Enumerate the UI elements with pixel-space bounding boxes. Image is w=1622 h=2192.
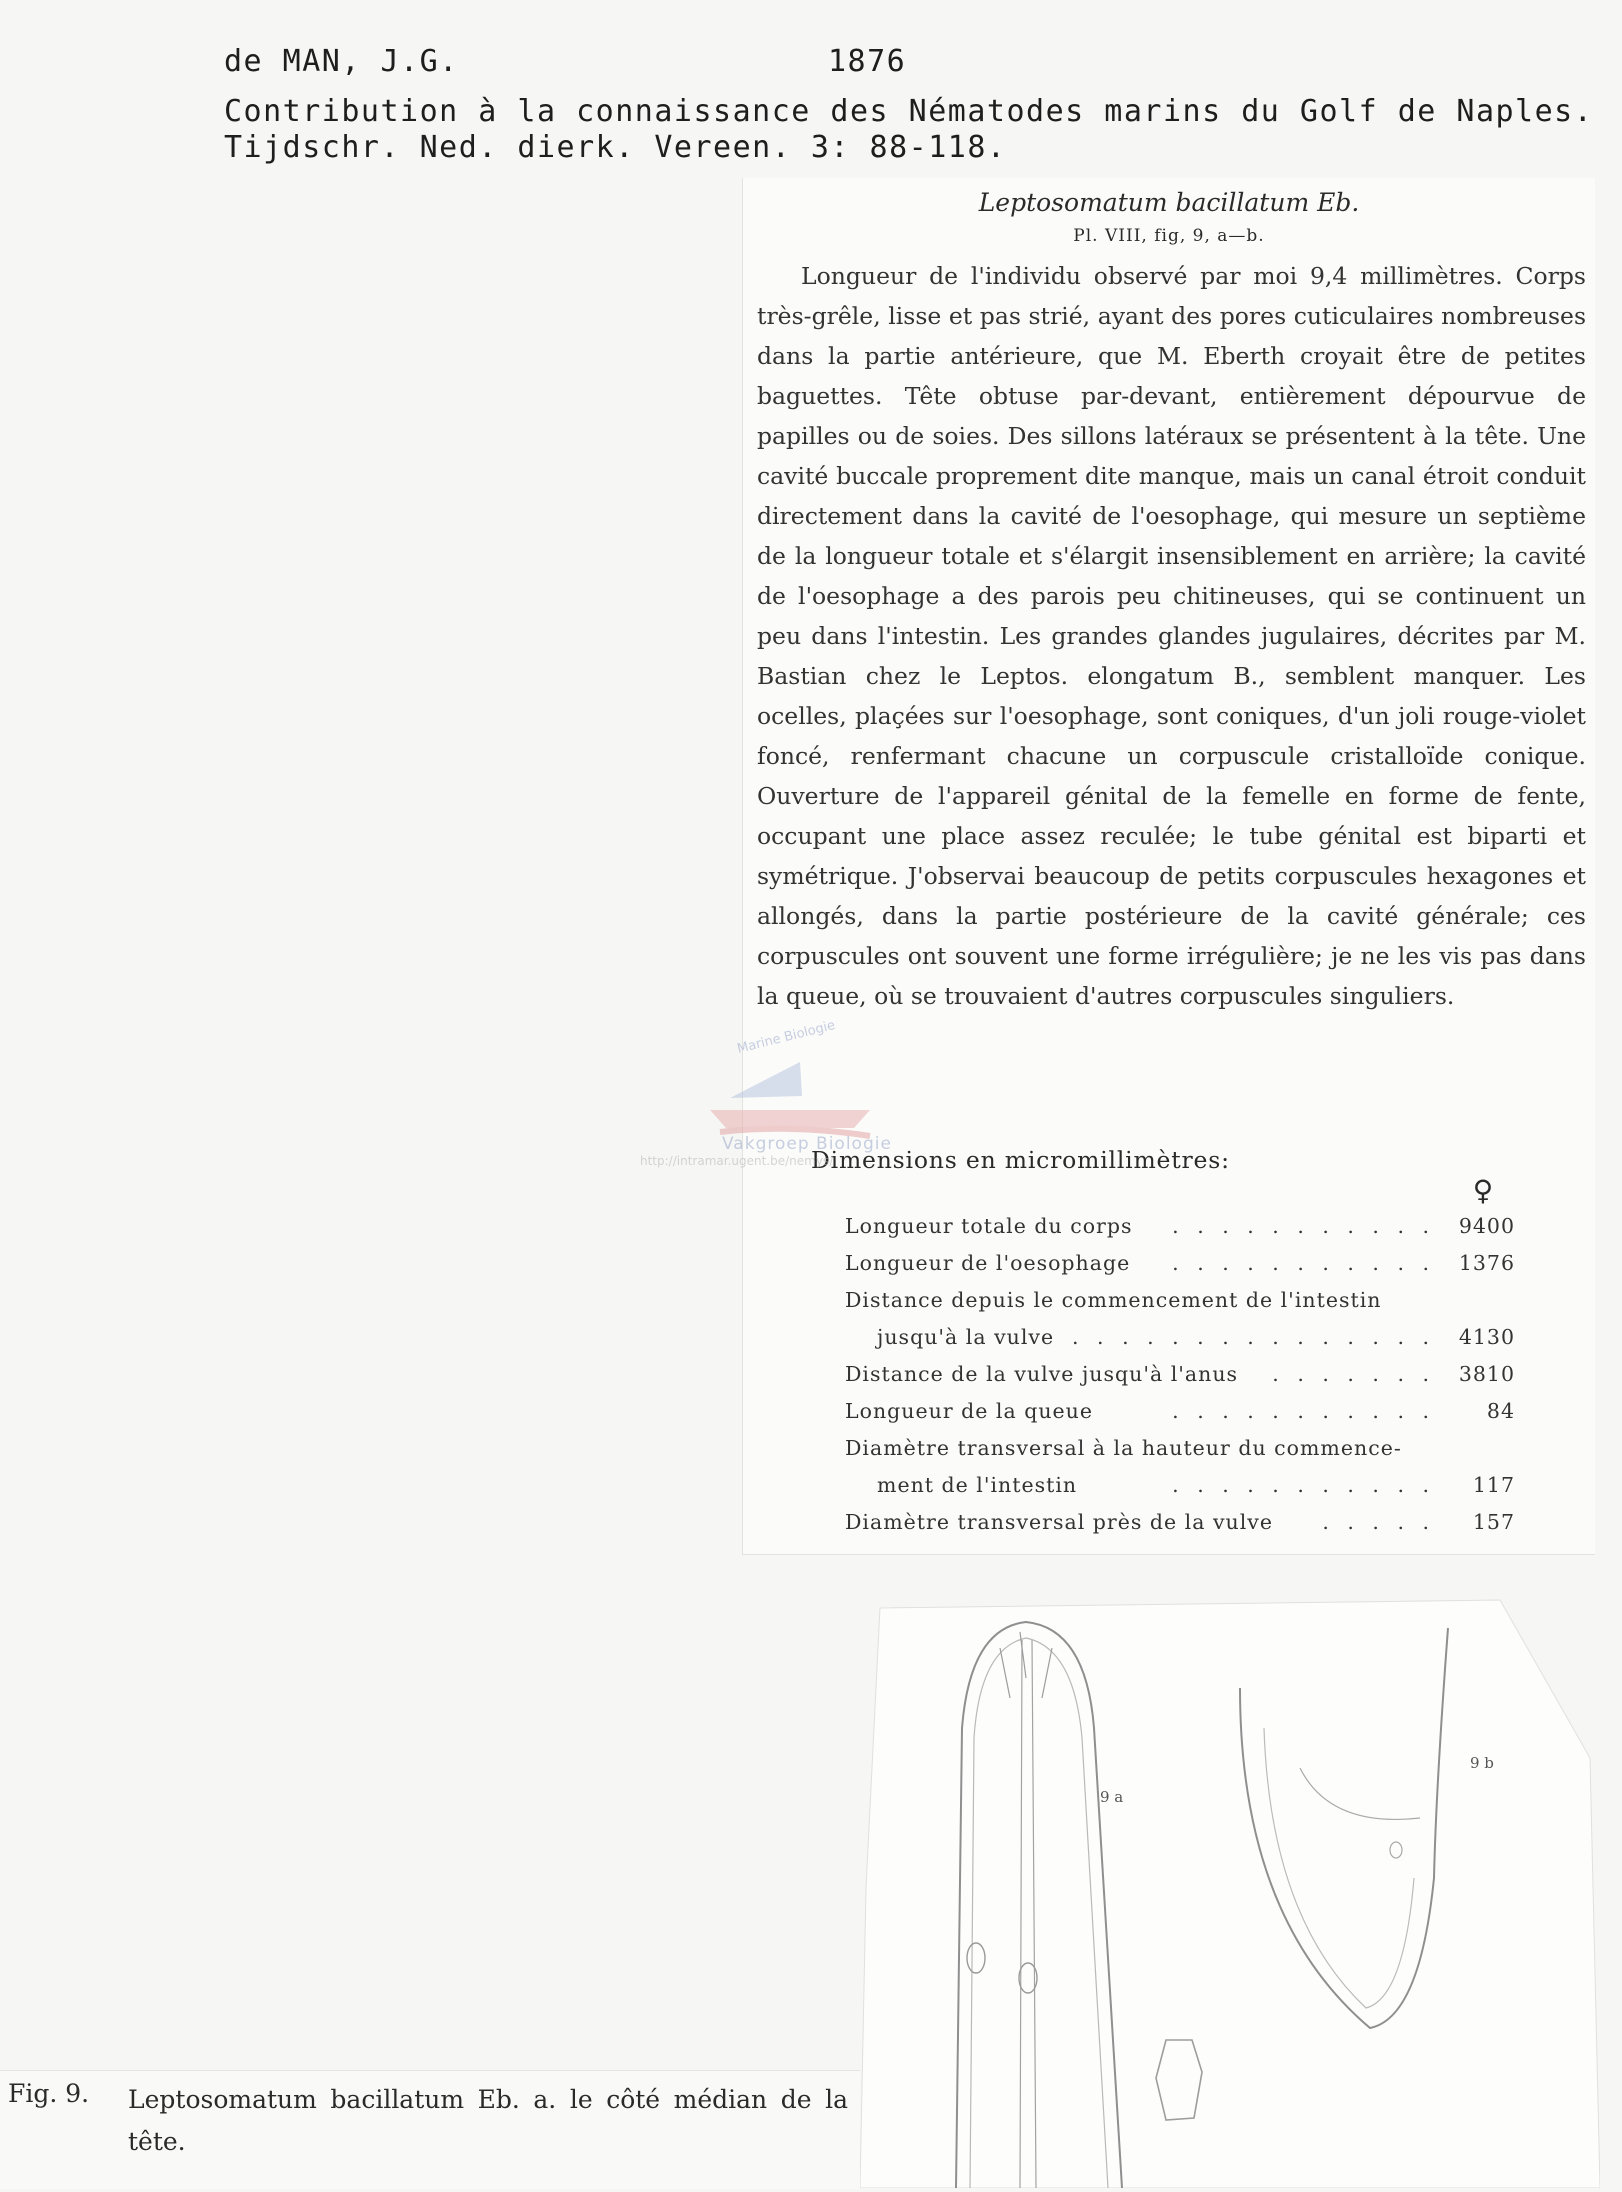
dimension-label: Diamètre transversal à la hauteur du commence- xyxy=(845,1436,1402,1460)
author-line xyxy=(224,44,459,79)
year: 1876 xyxy=(828,44,907,79)
species-description: Longueur de l'individu observé par moi 9,4 millimètres. Corps très-grêle, lisse et pas strié, ayant des pores cuticulaires nombreuses dans la partie antérieure, que M. Eberth croyait être de petites baguettes. Tête obtuse par-devant, entièrement dépourvue de papilles ou de soies. Des sillons latéraux se présentent à la tête. Une cavité buccale proprement dite manque, mais un canal étroit conduit directement dans la cavité de l'oesophage, qui mesure un septième de la longueur totale et s'élargit insensiblement en arrière; la cavité de l'oesophage a des parois peu chitineuses, qui se continuent un peu dans l'intestin. Les grandes glandes jugulaires, décrites par M. Bastian chez le Leptos. elongatum B., semblent manquer. Les ocelles, plaçées sur l'oesophage, sont coniques, d'un joli rouge-violet foncé, renfermant chacune un corpuscule cristalloïde conique. Ouverture de l'appareil génital de la femelle en forme de fente, occupant une place assez reculée; le tube génital est biparti et symétrique. J'observai beaucoup de petits corpuscules hexagones et allongés, dans la partie postérieure de la cavité générale; ces corpuscules ont souvent une forme irrégulière; je ne les vis pas dans la queue, où se trouvaient d'autres corpuscules singuliers. xyxy=(757,262,1586,1010)
dimension-row xyxy=(845,1325,1515,1361)
dimension-value: 84 xyxy=(1486,1399,1515,1423)
caption-figure-number: Fig. 9. xyxy=(8,2079,90,2108)
leader-dots: . . . . . . . . . . . . . . . xyxy=(1072,1325,1435,1349)
dimension-label: Longueur de la queue xyxy=(845,1399,1093,1423)
dimension-value: 157 xyxy=(1472,1510,1515,1534)
species-heading: Leptosomatum bacillatum Eb. xyxy=(978,188,1360,217)
leader-dots: . . . . . . . . . . . xyxy=(1172,1214,1435,1238)
watermark-url: http://intramar.ugent.be/nemys/ xyxy=(640,1154,834,1168)
dimension-label: Distance de la vulve jusqu'à l'anus xyxy=(845,1362,1239,1386)
leader-dots: . . . . . . . xyxy=(1272,1362,1435,1386)
institution-watermark xyxy=(640,1018,920,1168)
dimension-row xyxy=(845,1251,1515,1287)
nematode-drawing-icon xyxy=(860,1588,1600,2188)
reference-title: Contribution à la connaissance des Nématodes marins du Golf de Naples. xyxy=(224,94,1594,129)
dimension-value: 117 xyxy=(1472,1473,1515,1497)
article-clipping xyxy=(742,178,1595,1555)
dimension-label: Distance depuis le commencement de l'intestin xyxy=(845,1288,1382,1312)
caption-text: Leptosomatum bacillatum Eb. a. le côté médian de la tête. xyxy=(128,2085,848,2156)
dimension-row xyxy=(845,1399,1515,1435)
leader-dots: . . . . . . . . . . . xyxy=(1172,1251,1435,1275)
plate-reference: Pl. VIII, fig, 9, a—b. xyxy=(1073,226,1265,246)
dimension-row xyxy=(845,1473,1515,1509)
dimension-value: 4130 xyxy=(1458,1325,1515,1349)
dimension-value: 1376 xyxy=(1458,1251,1515,1275)
watermark-arc-text: Marine Biologie xyxy=(735,1018,837,1057)
dimension-label: ment de l'intestin xyxy=(877,1473,1078,1497)
dimension-row xyxy=(845,1362,1515,1398)
watermark-group: Vakgroep Biologie xyxy=(722,1134,892,1154)
author: de MAN, J.G. xyxy=(224,44,459,79)
dimension-value: 3810 xyxy=(1458,1362,1515,1386)
dimension-label: Longueur de l'oesophage xyxy=(845,1251,1131,1275)
dimension-value: 9400 xyxy=(1458,1214,1515,1238)
figure-label-9b: 9 b xyxy=(1470,1754,1494,1772)
dimension-row xyxy=(845,1510,1515,1546)
dimension-row xyxy=(845,1214,1515,1250)
dimension-label: jusqu'à la vulve xyxy=(877,1325,1055,1349)
dimension-label: Diamètre transversal près de la vulve xyxy=(845,1510,1273,1534)
dimensions-heading: Dimensions en micromillimètres: xyxy=(811,1146,1230,1174)
figure-label-9a: 9 a xyxy=(1100,1788,1124,1806)
figure-caption xyxy=(0,2070,860,2189)
plate-figure xyxy=(860,1588,1600,2188)
dimension-label: Longueur totale du corps xyxy=(845,1214,1133,1238)
leader-dots: . . . . . . . . . . . xyxy=(1172,1473,1435,1497)
journal-citation: Tijdschr. Ned. dierk. Vereen. 3: 88-118. xyxy=(224,130,1007,165)
leader-dots: . . . . . . . . . . . xyxy=(1172,1399,1435,1423)
female-symbol: ♀ xyxy=(1472,1174,1494,1207)
dimension-row xyxy=(845,1288,1515,1324)
leader-dots: . . . . . xyxy=(1322,1510,1435,1534)
dimension-row xyxy=(845,1436,1515,1472)
